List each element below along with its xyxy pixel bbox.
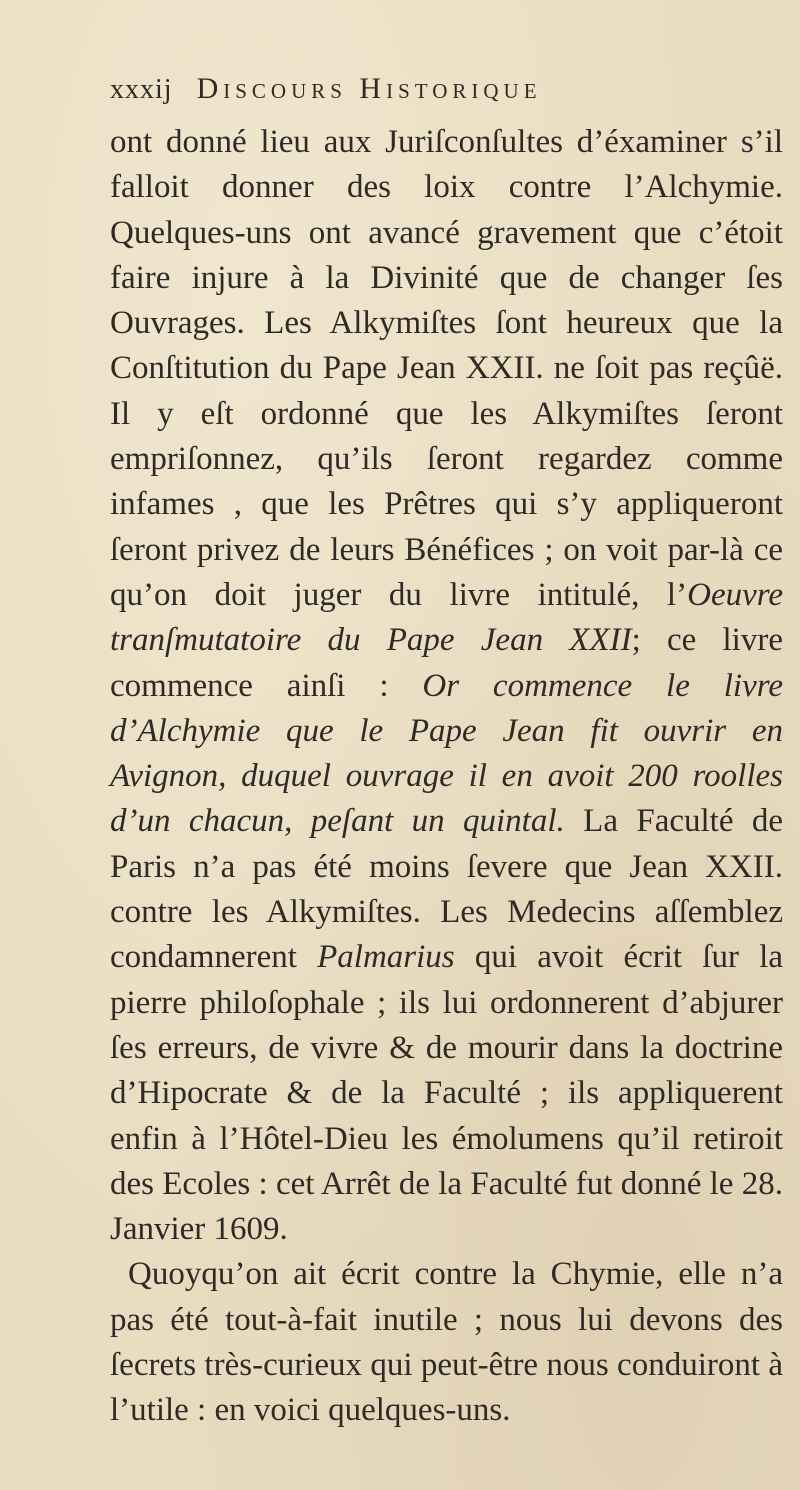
paragraph-2 xyxy=(110,1252,783,1433)
text-segment: Quoyqu’on ait écrit contre la Chymie, elle n’a pas été tout-à-fait inutile ; nous lui devons des ſecrets très-curieux qui peut-être nous conduiront à l’utile : en voici quelques-uns. xyxy=(110,1256,783,1429)
text-segment: La Faculté de Paris n’a pas été moins ſevere que Jean XXII. contre les Alkymiſtes. Les Medecins aſſemblez condamnerent xyxy=(110,803,783,976)
text-segment: ; ce livre commence ainſi : xyxy=(110,622,783,704)
italic-title-oeuvre: Oeuvre tranſmutatoire du Pape Jean XXII xyxy=(110,576,783,659)
italic-name-palmarius: Palmarius xyxy=(317,939,455,976)
body-text xyxy=(110,120,783,1434)
italic-quotation: Or commence le livre d’Alchymie que le Pape Jean fit ouvrir en Avignon, duquel ouvrage il en avoit 200 roolles d’un chacun, peſant un quintal. xyxy=(110,667,783,840)
running-head xyxy=(110,72,780,120)
paragraph-1 xyxy=(110,120,783,1252)
text-segment: qui avoit écrit ſur la pierre philoſophale ; ils lui ordonnerent d’abjurer ſes erreurs, de vivre & de mourir dans la doctrine d’Hipocrate & de la Faculté ; ils appliquerent enfin à l’Hôtel-Dieu les émolumens qu’il retiroit des Ecoles : cet Arrêt de la Faculté fut donné le 28. Janvier 1609. xyxy=(110,939,783,1248)
text-segment: ont donné lieu aux Juriſconſultes d’éxaminer s’il falloit donner des loix contre l’Alchymie. Quelques-uns ont avancé gravement que c’étoit faire injure à la Divinité que de changer ſes Ouvrages. Les Alkymiſtes ſont heureux que la Conſtitution du Pape Jean XXII. ne ſoit pas reçûë. Il y eſt ordonné que les Alkymiſtes ſeront empriſonnez, qu’ils ſeront regardez comme infames , que les Prêtres qui s’y appliqueront ſeront privez de leurs Bénéfices ; on voit par-là ce qu’on doit juger du livre intitulé, l’ xyxy=(110,124,783,613)
page-number: xxxij xyxy=(110,74,173,105)
running-title: Discours Historique xyxy=(196,72,542,105)
